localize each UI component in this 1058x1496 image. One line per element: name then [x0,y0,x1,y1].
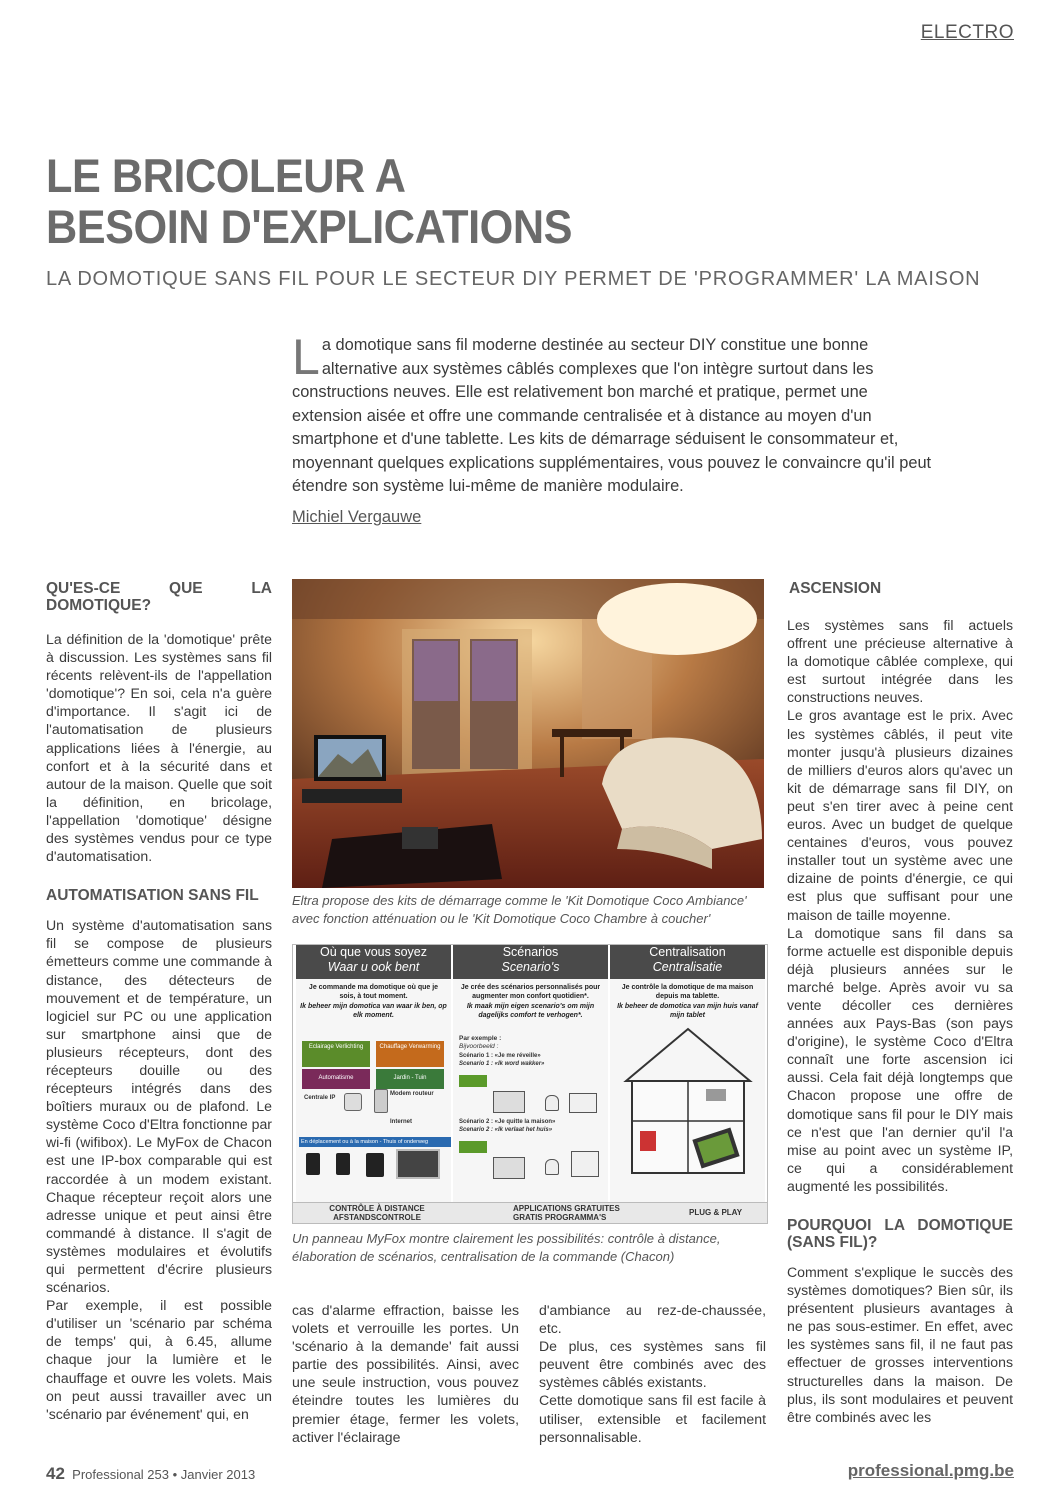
tile-garden: Jardin - Tuin [376,1069,444,1089]
pc-icon [396,1149,440,1179]
panel-title-centralisation: Centralisation [649,945,726,959]
tile-lighting: Eclairage Verlichting [302,1041,370,1067]
paragraph-market: La domotique sans fil dans sa forme actuelle est disponible depuis déjà plusieurs années sur le marché belge. Après avoir vu sa vente décoller ces dernières années aux Pays-Bas (son pays d'origine), le système Coco d'Eltra connaît une forte ascension ici aussi. Cela fait déjà longtemps que Chacon propose une offre de domotique sans fil pour le DIY mais ce n'est que l'an dernier qu'il l'a mise au point avec un système IP, ce qui a considérablement augmenté les possibilités. [787,924,1013,1194]
tile-automation: Automatisme [302,1069,370,1089]
section-tag: ELECTRO [920,22,1014,43]
panel-text-remote: Je commande ma domotique où que je sois, à tout moment. [308,984,439,1000]
column-2-bottom [292,1301,519,1446]
photo-caption: Eltra propose des kits de démarrage comme le 'Kit Domotique Coco Ambiance' avec fonction atténuation ou le 'Kit Domotique Coco Chambre à coucher' [292,893,747,926]
scenario-1: Scénario 1 : «Je me réveille» [459,1053,541,1059]
footer-apps [513,1204,643,1222]
shutter-icon [493,1091,525,1113]
panel-subtitle-scenarios: Scenario's [501,960,560,974]
panel-subtitle-remote: Waar u ook bent [327,960,420,974]
example-label: Par exemple : [459,1035,502,1042]
issue-info: Professional 253 • Janvier 2013 [72,1467,256,1482]
living-room-illustration [292,579,764,888]
modem-label: Modem routeur [390,1091,434,1097]
internet-label: Internet [390,1119,413,1125]
panel-subtitle-centralisation: Centralisatie [652,960,723,974]
panel-column-remote [296,945,451,1203]
panel-text-centralisation: Je contrôle la domotique de ma maison depuis ma tablette. [621,984,754,1000]
footer-remote-fr: CONTRÔLE À DISTANCE [329,1204,425,1213]
lamp-icon [545,1095,559,1111]
panel-title-remote: Où que vous soyez [319,945,427,959]
shutter-icon-2 [493,1157,525,1179]
paragraph-easy: Cette domotique sans fil est facile à utiliser, extensible et facilement personnalisable. [539,1392,766,1445]
panel-column-scenarios [453,945,608,1203]
house-diagram [616,1021,761,1199]
footer-remote-nl: AFSTANDSCONTROLE [333,1213,421,1222]
house-icon [571,1151,599,1177]
column-3-bottom [539,1301,766,1446]
footer-plug-play: PLUG & PLAY [689,1208,743,1217]
drop-cap: L [292,329,320,385]
author-byline: Michiel Vergauwe [292,508,422,526]
panel-footer [293,1202,767,1223]
smartphone-icon-2 [336,1153,350,1175]
radiator-icon [569,1093,597,1113]
heading-ascension: ASCENSION [789,580,882,597]
heading-wireless-automation: AUTOMATISATION SANS FIL [46,887,259,905]
paragraph-scenarios: cas d'alarme effraction, baisse les volets et verrouille les portes. Un 'scénario à la demande' fait aussi partie des possibilités. Ainsi, avec une seule instruction, vous pouvez éteindre toutes les lumières du premier étage, fermer les volets, activer l'éclairage [292,1302,519,1445]
intro-text: a domotique sans fil moderne destinée au secteur DIY constitue une bonne alternative aux systèmes câblés complexes que l'on intègre surtout dans les constructions neuves. Elle est relativement bon marché et pratique, permet une extension aisée et offre une commande centralisée et à distance au moyen d'un smartphone et d'une tablette. Les kits de démarrage séduisent le consommateur et, moyennant quelques explications supplémentaires, vous pouvez le convaincre qu'il peut étendre son système lui-même de manière modulaire. [292,336,932,495]
modem-icon [374,1089,388,1113]
heading-what-is-domotics: QU'ES-CE QUE LA DOMOTIQUE? [46,580,272,614]
paragraph-combined: De plus, ces systèmes sans fil peuvent être combinés avec des systèmes câblés existants. [539,1338,766,1391]
tile-heating: Chauffage Verwarming [376,1041,444,1067]
panel-text-centralisation-nl: Ik beheer de domotica van mijn huis vanaf mijn tablet [617,1003,758,1019]
website-link[interactable]: professional.pmg.be [847,1461,1014,1480]
page-number: 42 [46,1464,65,1483]
panel-header-centralisation [610,945,765,979]
myfox-panel [292,944,768,1224]
paragraph-ambiance: d'ambiance au rez-de-chaussée, etc. [539,1302,766,1337]
lamp-icon-2 [545,1159,559,1175]
paragraph-price: Le gros avantage est le prix. Avec les systèmes câblés, il peut vite monter jusqu'à plusieurs dizaines de milliers d'euros alors qu'avec un kit de démarrage sans fil DIY, on peut s'en tirer avec à peine cent euros. Avec un budget de quelque centaines d'euros, vous pouvez installer tout un système avec une dizaine de points d'énergie, ce qui est plus que suffisant pour une maison de taille moyenne. [787,707,1013,923]
panel-caption: Un panneau MyFox montre clairement les possibilités: contrôle à distance, élaboration de scénarios, centralisation de la commande (Chacon) [292,1231,721,1264]
intro-paragraph [292,329,942,499]
paragraph-success: Comment s'explique le succès des systèmes domotiques? Bien sûr, ils présentent plusieurs avantages à ne pas sous-estimer. En effet, avec les systèmes sans fil, il ne faut pas effectuer de grosses interventions structurelles dans la maison. De plus, ils sont modulaires et peuvent être combinés avec les [787,1264,1013,1425]
footer-remote [317,1204,437,1222]
ip-box-icon [344,1093,362,1111]
scenario-2-tile [459,1141,487,1153]
scenario-1-nl: Scenario 1 : «Ik word wakker» [459,1061,545,1067]
footer-apps-fr: APPLICATIONS GRATUITES [513,1204,620,1213]
living-room-photo [292,579,764,888]
scenario-1-tile [459,1075,487,1087]
heading-why-domotics: POURQUOI LA DOMOTIQUE (SANS FIL)? [787,1217,1013,1251]
tablet-icon [366,1153,384,1177]
article-subtitle: LA DOMOTIQUE SANS FIL POUR LE SECTEUR DIY PERMET DE 'PROGRAMMER' LA MAISON [46,268,981,290]
title-line-1: LE BRICOLEUR A [46,149,406,202]
panel-title-scenarios: Scénarios [502,945,559,959]
panel-text-scenarios-nl: Ik maak mijn eigen scenario's om mijn dagelijks comfort te verhogen*. [466,1003,595,1019]
paragraph-wireless-system: Un système d'automatisation sans fil se compose de plusieurs émetteurs comme une commande à distance, des détecteurs de mouvement et de température, un logiciel sur PC ou une application sur smartphone ainsi que de plusieurs récepteurs, dont des récepteurs douille ou des récepteurs intégrés dans des boîtiers muraux ou de plafond. Le système Coco d'Eltra fonctionne par wi-fi (wifibox). Le MyFox de Chacon est une IP-box comparable qui est raccordée à un modem existant. Chaque récepteur reçoit alors une adresse unique et peut ainsi être commandé à distance. Il s'agit de systèmes modulaires et évolutifs qui permettent d'écrire plusieurs scénarios. [46,917,272,1296]
paragraph-definition: La définition de la 'domotique' prête à discussion. Les systèmes sans fil récents relèvent-ils de l'appellation 'domotique'? En soi, cela n'a guère d'importance. Il s'agit ici de l'automatisation de plusieurs applications liées à l'énergie, au confort et à la sécurité dans et autour de la maison. Quelle que soit la définition, en bricolage, l'appellation 'domotique' désigne des systèmes vendus pour ce type d'automatisation. [46,631,272,865]
paragraph-example: Par exemple, il est possible d'utiliser un 'scénario par schéma de temps' qui, à 6.45, allume chaque jour la lumière et le chauffage et ouvre les volets. Mais on peut aussi travailler avec un 'scénario par événement' qui, en [46,1297,272,1422]
centrale-label: Centrale IP [304,1095,336,1101]
panel-text-scenarios: Je crée des scénarios personnalisés pour augmenter mon confort quotidien*. [460,984,601,1000]
page-footer [46,1464,255,1484]
panel-column-centralisation [610,945,765,1203]
panel-header-remote [296,945,451,979]
scenario-2-nl: Scenario 2 : «Ik verlaat het huis» [459,1127,553,1133]
column-4 [787,580,1013,1426]
scenario-2: Scénario 2 : «Je quitte la maison» [459,1119,556,1125]
mobile-bar: En déplacement ou à la maison - Thuis of onderweg [299,1137,451,1147]
panel-text-remote-nl: Ik beheer mijn domotica van waar ik ben, op elk moment. [300,1003,447,1019]
article-title [46,150,874,252]
title-line-2: BESOIN D'EXPLICATIONS [46,200,572,253]
smartphone-icon [306,1153,320,1175]
panel-header-scenarios [453,945,608,979]
column-1 [46,580,272,1423]
paragraph-alternative: Les systèmes sans fil actuels offrent une précieuse alternative à la domotique câblée complexe, qui est surtout intégrée dans les constructions neuves. [787,617,1013,706]
footer-apps-nl: GRATIS PROGRAMMA'S [513,1213,607,1222]
example-label-nl: Bijvoorbeeld : [459,1043,499,1050]
